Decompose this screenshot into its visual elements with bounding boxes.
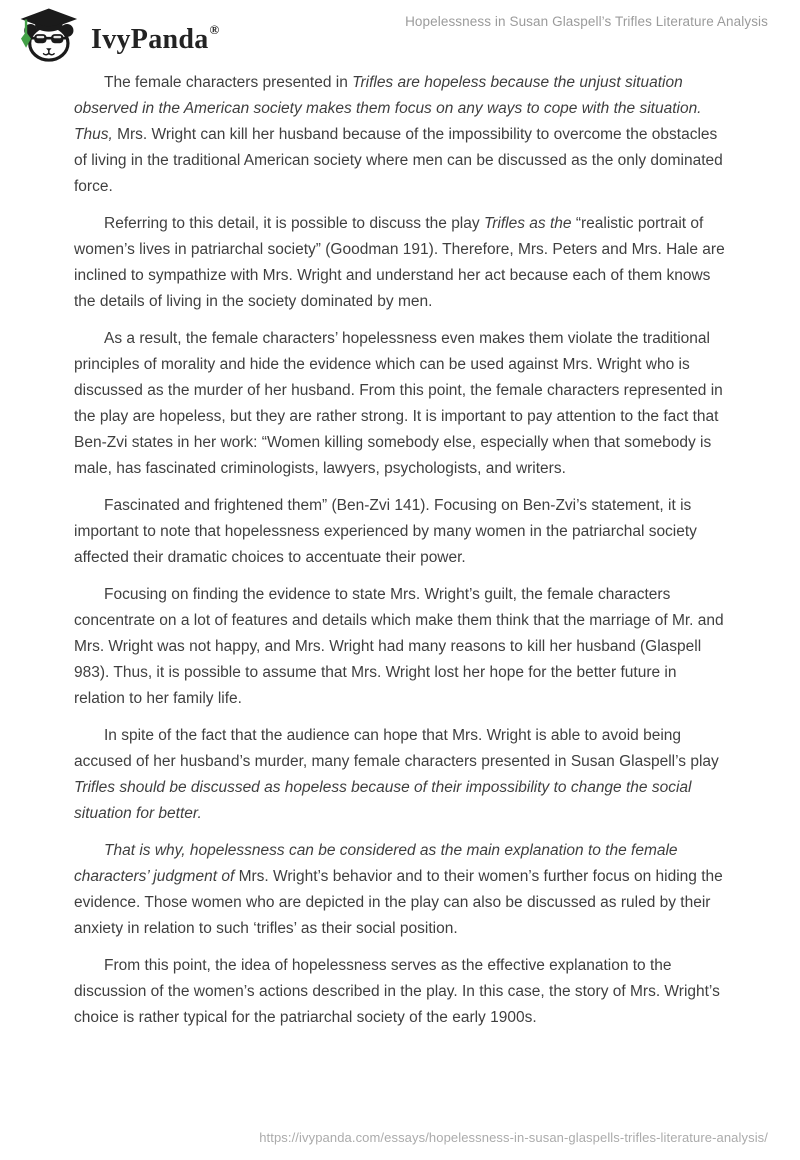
text-run: From this point, the idea of hopelessness serves as the effective explanation to the discussion of the women’s actions described in the play. In this case, the story of Mrs. Wright’s choice is rather typical for the patriarchal society of the early 1900s. bbox=[74, 957, 720, 1026]
text-run: Mrs. Wright can kill her husband because of the impossibility to overcome the obstacles of living in the traditional American society where men can be discussed as the only dominated force. bbox=[74, 126, 723, 195]
page-footer bbox=[259, 1130, 768, 1145]
essay-paragraph bbox=[74, 493, 726, 571]
essay-paragraph bbox=[74, 326, 726, 482]
ivypanda-panda-graduation-cap-logo-icon bbox=[16, 6, 78, 64]
text-run: The female characters presented in bbox=[104, 74, 353, 91]
registered-trademark: ® bbox=[209, 21, 220, 37]
brand-name-text: IvyPanda bbox=[91, 23, 209, 55]
document-title: Hopelessness in Susan Glaspell’s Trifles Literature Analysis bbox=[405, 14, 768, 29]
text-run: Fascinated and frightened them” (Ben-Zvi 141). Focusing on Ben-Zvi’s statement, it is important to note that hopelessness experienced by many women in the patriarchal society affected their dramatic choices to accentuate their power. bbox=[74, 497, 697, 566]
text-run: As a result, the female characters’ hopelessness even makes them violate the traditional principles of morality and hide the evidence which can be used against Mrs. Wright who is discussed as the murder of her husband. From this point, the female characters represented in the play are hopeless, but they are rather strong. It is important to pay attention to the fact that Ben-Zvi states in her work: “Women killing somebody else, especially when that somebody is male, has fascinated criminologists, lawyers, psychologists, and writers. bbox=[74, 330, 723, 477]
source-url[interactable]: https://ivypanda.com/essays/hopelessness-in-susan-glaspells-trifles-literature-analysis/ bbox=[259, 1130, 768, 1145]
italic-text-run: Trifles should be discussed as hopeless because of their impossibility to change the social situation for better. bbox=[74, 779, 692, 822]
italic-text-run: Trifles are hopeless because the unjust situation observed in the American society makes them focus on any ways to cope with the situation. Thus, bbox=[74, 74, 702, 143]
essay-paragraph bbox=[74, 70, 726, 200]
text-run: “realistic portrait of women’s lives in patriarchal society” (Goodman 191). Therefore, Mrs. Peters and Mrs. Hale are inclined to sympathize with Mrs. Wright and understand her act because each of them knows the details of living in the society dominated by men. bbox=[74, 215, 725, 310]
essay-paragraph bbox=[74, 582, 726, 712]
italic-text-run: Trifles as the bbox=[483, 215, 576, 232]
essay-paragraph bbox=[74, 723, 726, 827]
text-run: Mrs. Wright’s behavior and to their women’s further focus on hiding the evidence. Those women who are depicted in the play can also be discussed as ruled by their anxiety in relation to such ‘trifles’ as their social position. bbox=[74, 868, 723, 937]
essay-paragraph bbox=[74, 838, 726, 942]
brand-name bbox=[91, 17, 220, 54]
essay-paragraph bbox=[74, 211, 726, 315]
essay-body bbox=[74, 70, 726, 1042]
text-run: In spite of the fact that the audience can hope that Mrs. Wright is able to avoid being accused of her husband’s murder, many female characters presented in Susan Glaspell’s play bbox=[74, 727, 719, 770]
brand[interactable] bbox=[16, 6, 220, 64]
essay-paragraph bbox=[74, 953, 726, 1031]
text-run: Referring to this detail, it is possible to discuss the play bbox=[104, 215, 484, 232]
italic-text-run: That is why, hopelessness can be considered as the main explanation to the female characters’ judgment of bbox=[74, 842, 678, 885]
text-run: Focusing on finding the evidence to state Mrs. Wright’s guilt, the female characters concentrate on a lot of features and details which make them think that the marriage of Mr. and Mrs. Wright was not happy, and Mrs. Wright had many reasons to kill her husband (Glaspell 983). Thus, it is possible to assume that Mrs. Wright lost her hope for the better future in relation to her family life. bbox=[74, 586, 724, 707]
